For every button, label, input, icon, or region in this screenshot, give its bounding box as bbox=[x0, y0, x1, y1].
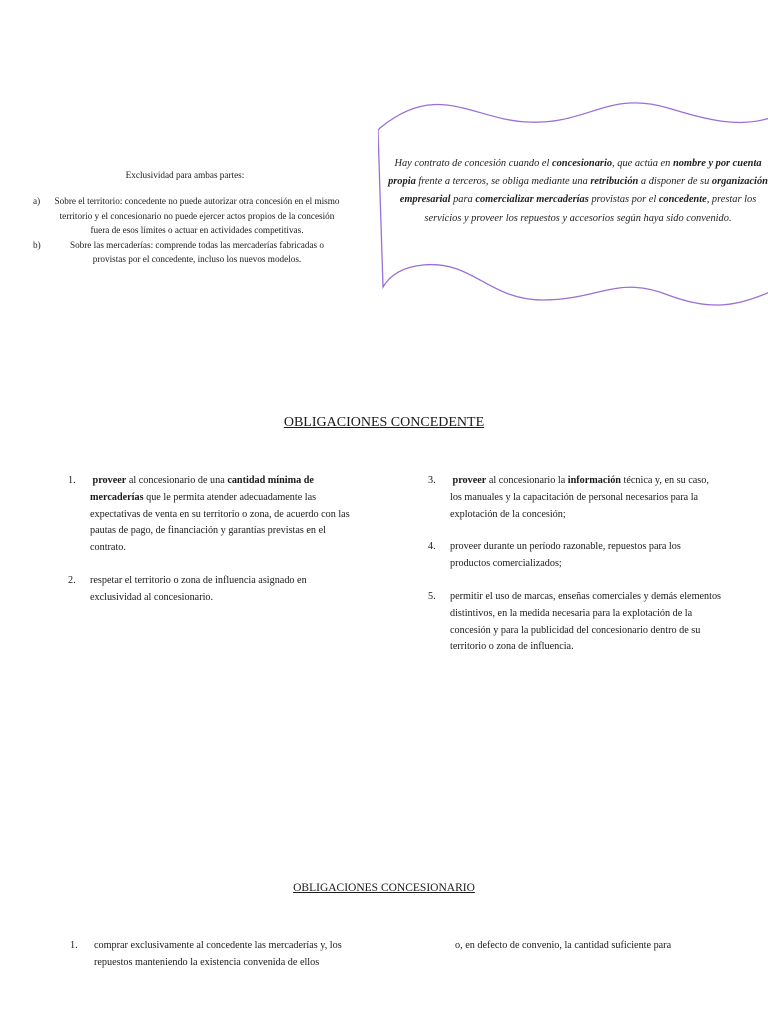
heading-obligaciones-concedente: OBLIGACIONES CONCEDENTE bbox=[283, 415, 485, 430]
exclusividad-title: Exclusividad para ambas partes: bbox=[125, 170, 245, 180]
list-item bbox=[428, 589, 723, 656]
list-item: 1. proveer al concesionario de una cantidad mínima de mercaderías que le permita atender adecuadamente las expectativas de venta en su territorio o zona, de acuerdo con las pautas de pago, de financiación y garantías previstas en el contrato. bbox=[68, 475, 350, 554]
definition-text: Hay contrato de concesión cuando el concesionario, que actúa en nombre y por cuenta propia frente a terceros, se obliga mediante una retribución a disponer de su organización empresarial para comercializar mercaderías provistas por el concedente, prestar los servicios y proveer los repuestos y accesorios según haya sido convenido. bbox=[388, 158, 768, 224]
item-marker: b) bbox=[33, 239, 41, 250]
item-text: Sobre las mercaderías: comprende todas las mercaderías fabricadas o provistas por el concedente, incluso los nuevos modelos. bbox=[69, 239, 325, 265]
item-number: 1. bbox=[68, 475, 76, 486]
item-text: permitir el uso de marcas, enseñas comerciales y demás elementos distintivos, en la medida necesaria para la explotación de la concesión y para la publicidad del concesionario dentro de su territorio o zona de influencia. bbox=[450, 590, 721, 653]
definition-wave-box bbox=[378, 100, 768, 310]
item-number: 4. bbox=[428, 541, 436, 553]
item-number: 2. bbox=[68, 574, 76, 586]
concedente-list-right bbox=[428, 473, 723, 672]
item-number: 5. bbox=[428, 590, 436, 602]
exclusividad-block bbox=[30, 168, 340, 266]
list-item: 3. proveer al concesionario la información técnica y, en su caso, los manuales y la capacitación de personal necesarios para la explotación de la concesión; bbox=[428, 475, 709, 520]
item-marker: a) bbox=[33, 196, 41, 207]
concesionario-item-1 bbox=[70, 937, 370, 971]
item-text: proveer durante un período razonable, repuestos para los productos comercializados; bbox=[450, 541, 681, 570]
concesionario-item-1-continuation: o, en defecto de convenio, la cantidad suficiente para bbox=[455, 940, 672, 951]
exclusividad-item-a bbox=[30, 194, 340, 237]
exclusividad-item-b bbox=[30, 238, 340, 267]
item-text: comprar exclusivamente al concedente las mercaderías y, los repuestos manteniendo la existencia convenida de ellos bbox=[94, 940, 342, 968]
item-text: respetar el territorio o zona de influencia asignado en exclusividad al concesionario. bbox=[90, 574, 307, 603]
item-text: Sobre el territorio: concedente no puede autorizar otra concesión en el mismo territorio y el concesionario no puede ejercer actos propios de la concesión fuera de esos límites o actuar en actividades competitivas. bbox=[54, 196, 340, 236]
item-number: 3. bbox=[428, 475, 436, 486]
item-number: 1. bbox=[70, 940, 78, 951]
concedente-list-left bbox=[68, 473, 358, 623]
heading-obligaciones-concesionario: OBLIGACIONES CONCESIONARIO bbox=[293, 882, 475, 894]
list-item bbox=[428, 539, 723, 573]
list-item bbox=[68, 573, 358, 607]
